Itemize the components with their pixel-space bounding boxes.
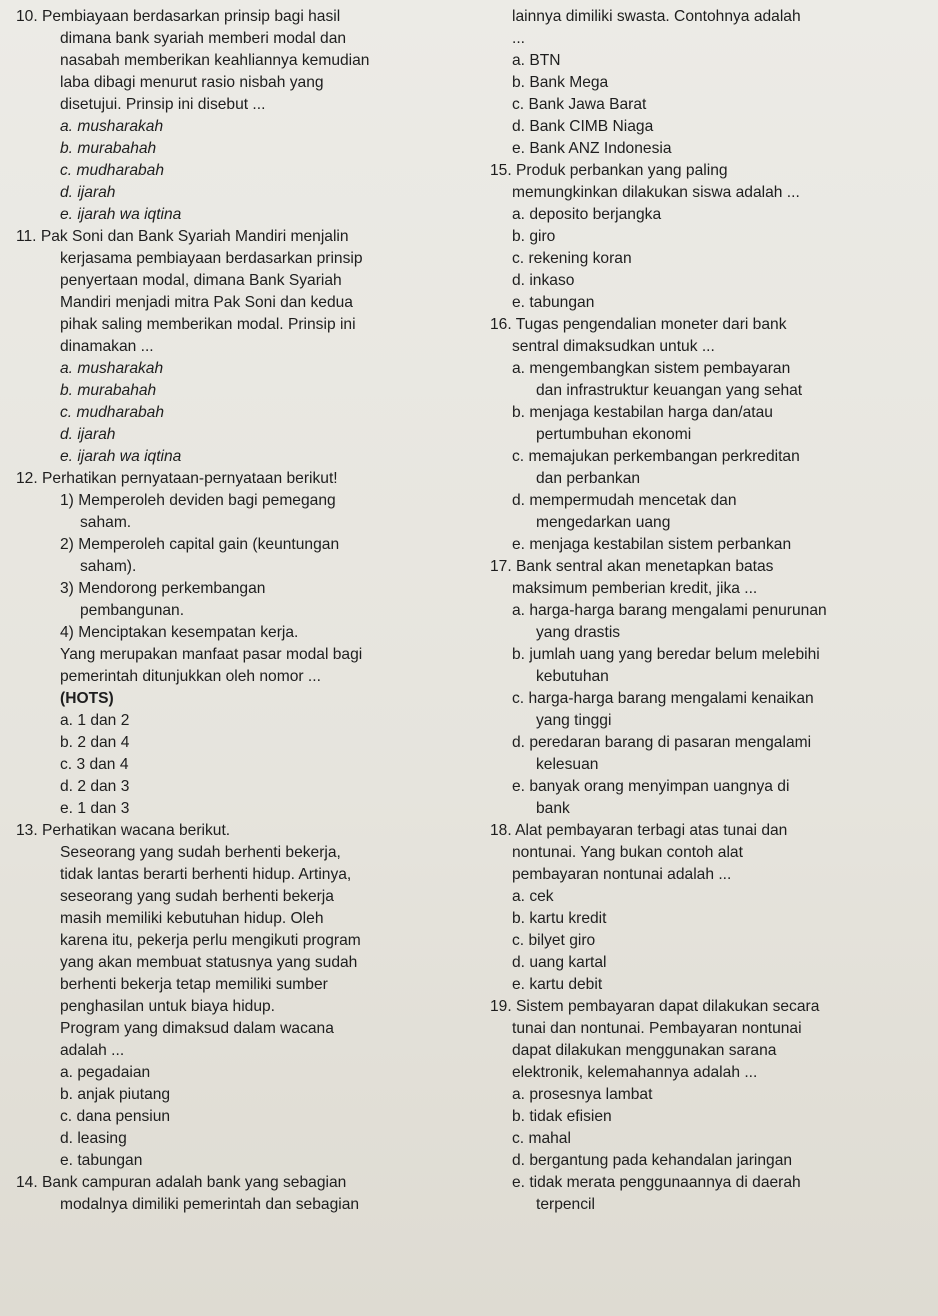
q16-line: sentral dimaksudkan untuk ... bbox=[512, 338, 715, 355]
q14-cont-line: lainnya dimiliki swasta. Contohnya adalah bbox=[512, 8, 801, 25]
question-14-continued bbox=[490, 6, 930, 160]
q12-option-a[interactable]: a. 1 dan 2 bbox=[60, 712, 130, 729]
q18-line: pembayaran nontunai adalah ... bbox=[512, 866, 732, 883]
q13-option-d[interactable]: d. leasing bbox=[60, 1130, 127, 1147]
question-19 bbox=[490, 996, 930, 1216]
q10-line: 10. Pembiayaan berdasarkan prinsip bagi hasil bbox=[16, 8, 341, 25]
q12-option-e[interactable]: e. 1 dan 3 bbox=[60, 800, 130, 817]
q12-statement-2: 2) Memperoleh capital gain (keuntungan bbox=[60, 536, 340, 553]
q19-line: dapat dilakukan menggunakan sarana bbox=[512, 1042, 777, 1059]
q18-option-c[interactable]: c. bilyet giro bbox=[512, 932, 596, 949]
q19-line: elektronik, kelemahannya adalah ... bbox=[512, 1064, 758, 1081]
q11-line: penyertaan modal, dimana Bank Syariah bbox=[60, 272, 342, 289]
question-15 bbox=[490, 160, 930, 314]
q12-line: 12. Perhatikan pernyataan-pernyataan berikut! bbox=[16, 470, 338, 487]
q13-line: masih memiliki kebutuhan hidup. Oleh bbox=[60, 910, 324, 927]
q14-option-a[interactable]: a. BTN bbox=[512, 52, 561, 69]
q18-option-b[interactable]: b. kartu kredit bbox=[512, 910, 607, 927]
q12-statement-3-cont: pembangunan. bbox=[80, 602, 185, 619]
q18-line: nontunai. Yang bukan contoh alat bbox=[512, 844, 743, 861]
q13-line: Seseorang yang sudah berhenti bekerja, bbox=[60, 844, 341, 861]
q18-option-d[interactable]: d. uang kartal bbox=[512, 954, 607, 971]
q12-statement-2-cont: saham). bbox=[80, 558, 137, 575]
q14-option-b[interactable]: b. Bank Mega bbox=[512, 74, 609, 91]
q11-line: Mandiri menjadi mitra Pak Soni dan kedua bbox=[60, 294, 353, 311]
q16-option-d[interactable]: d. mempermudah mencetak dan bbox=[512, 492, 737, 509]
q12-option-b[interactable]: b. 2 dan 4 bbox=[60, 734, 130, 751]
q19-option-a[interactable]: a. prosesnya lambat bbox=[512, 1086, 653, 1103]
q13-line: adalah ... bbox=[60, 1042, 125, 1059]
q13-line: Program yang dimaksud dalam wacana bbox=[60, 1020, 334, 1037]
left-column bbox=[16, 6, 464, 1216]
q17-option-a-cont: yang drastis bbox=[536, 624, 621, 641]
q12-statement-1: 1) Memperoleh deviden bagi pemegang bbox=[60, 492, 336, 509]
q11-line: kerjasama pembiayaan berdasarkan prinsip bbox=[60, 250, 363, 267]
q12-statement-1-cont: saham. bbox=[80, 514, 132, 531]
q19-line: 19. Sistem pembayaran dapat dilakukan secara bbox=[490, 998, 820, 1015]
q19-line: tunai dan nontunai. Pembayaran nontunai bbox=[512, 1020, 802, 1037]
q16-option-b[interactable]: b. menjaga kestabilan harga dan/atau bbox=[512, 404, 773, 421]
q12-statement-3: 3) Mendorong perkembangan bbox=[60, 580, 266, 597]
q16-option-b-cont: pertumbuhan ekonomi bbox=[536, 426, 692, 443]
question-11 bbox=[16, 226, 464, 468]
q13-line: berhenti bekerja tetap memiliki sumber bbox=[60, 976, 328, 993]
q16-option-d-cont: mengedarkan uang bbox=[536, 514, 671, 531]
question-17 bbox=[490, 556, 930, 820]
q10-line: laba dibagi menurut rasio nisbah yang bbox=[60, 74, 324, 91]
q17-option-a[interactable]: a. harga-harga barang mengalami penurunan bbox=[512, 602, 827, 619]
q12-line: Yang merupakan manfaat pasar modal bagi bbox=[60, 646, 363, 663]
q17-line: 17. Bank sentral akan menetapkan batas bbox=[490, 558, 774, 575]
q14-option-e[interactable]: e. Bank ANZ Indonesia bbox=[512, 140, 672, 157]
q12-option-d[interactable]: d. 2 dan 3 bbox=[60, 778, 130, 795]
q16-option-a[interactable]: a. mengembangkan sistem pembayaran bbox=[512, 360, 791, 377]
q13-line: 13. Perhatikan wacana berikut. bbox=[16, 822, 231, 839]
q18-line: 18. Alat pembayaran terbagi atas tunai dan bbox=[490, 822, 788, 839]
q14-option-d[interactable]: d. Bank CIMB Niaga bbox=[512, 118, 654, 135]
q15-option-a[interactable]: a. deposito berjangka bbox=[512, 206, 662, 223]
q19-option-e-cont: terpencil bbox=[536, 1196, 595, 1213]
q13-option-b[interactable]: b. anjak piutang bbox=[60, 1086, 171, 1103]
q13-line: karena itu, pekerja perlu mengikuti program bbox=[60, 932, 361, 949]
q17-option-c-cont: yang tinggi bbox=[536, 712, 612, 729]
q12-option-c[interactable]: c. 3 dan 4 bbox=[60, 756, 129, 773]
q17-option-d-cont: kelesuan bbox=[536, 756, 599, 773]
question-12 bbox=[16, 468, 464, 820]
q15-option-b[interactable]: b. giro bbox=[512, 228, 556, 245]
q14-option-c[interactable]: c. Bank Jawa Barat bbox=[512, 96, 647, 113]
q11-option-d[interactable]: d. ijarah bbox=[60, 426, 116, 443]
question-13 bbox=[16, 820, 464, 1172]
q16-option-a-cont: dan infrastruktur keuangan yang sehat bbox=[536, 382, 803, 399]
q14-cont-line: ... bbox=[512, 30, 525, 47]
q10-option-b[interactable]: b. murabahah bbox=[60, 140, 157, 157]
q14-line: 14. Bank campuran adalah bank yang sebagian bbox=[16, 1174, 347, 1191]
q15-option-d[interactable]: d. inkaso bbox=[512, 272, 575, 289]
q11-line: dinamakan ... bbox=[60, 338, 154, 355]
q18-option-a[interactable]: a. cek bbox=[512, 888, 554, 905]
q17-option-b[interactable]: b. jumlah uang yang beredar belum melebihi bbox=[512, 646, 820, 663]
q19-option-e[interactable]: e. tidak merata penggunaannya di daerah bbox=[512, 1174, 801, 1191]
q14-line: modalnya dimiliki pemerintah dan sebagian bbox=[60, 1196, 360, 1213]
q12-hots-tag: (HOTS) bbox=[60, 690, 114, 707]
q13-option-c[interactable]: c. dana pensiun bbox=[60, 1108, 171, 1125]
q12-line: pemerintah ditunjukkan oleh nomor ... bbox=[60, 668, 321, 685]
q10-line: nasabah memberikan keahliannya kemudian bbox=[60, 52, 370, 69]
q10-option-a[interactable]: a. musharakah bbox=[60, 118, 164, 135]
q15-option-c[interactable]: c. rekening koran bbox=[512, 250, 632, 267]
q10-option-e[interactable]: e. ijarah wa iqtina bbox=[60, 206, 182, 223]
q13-line: yang akan membuat statusnya yang sudah bbox=[60, 954, 358, 971]
q17-option-e-cont: bank bbox=[536, 800, 570, 817]
q19-option-b[interactable]: b. tidak efisien bbox=[512, 1108, 612, 1125]
q15-option-e[interactable]: e. tabungan bbox=[512, 294, 595, 311]
question-18 bbox=[490, 820, 930, 996]
right-column bbox=[490, 6, 930, 1216]
q11-option-a[interactable]: a. musharakah bbox=[60, 360, 164, 377]
q10-line: disetujui. Prinsip ini disebut ... bbox=[60, 96, 266, 113]
q13-line: penghasilan untuk biaya hidup. bbox=[60, 998, 276, 1015]
q17-line: maksimum pemberian kredit, jika ... bbox=[512, 580, 758, 597]
q13-line: seseorang yang sudah berhenti bekerja bbox=[60, 888, 334, 905]
q13-option-a[interactable]: a. pegadaian bbox=[60, 1064, 151, 1081]
q17-option-d[interactable]: d. peredaran barang di pasaran mengalami bbox=[512, 734, 812, 751]
q16-line: 16. Tugas pengendalian moneter dari bank bbox=[490, 316, 787, 333]
q19-option-d[interactable]: d. bergantung pada kehandalan jaringan bbox=[512, 1152, 793, 1169]
q11-line: pihak saling memberikan modal. Prinsip ini bbox=[60, 316, 356, 333]
q16-option-e[interactable]: e. menjaga kestabilan sistem perbankan bbox=[512, 536, 792, 553]
question-10 bbox=[16, 6, 464, 226]
q11-option-e[interactable]: e. ijarah wa iqtina bbox=[60, 448, 182, 465]
q17-option-b-cont: kebutuhan bbox=[536, 668, 609, 685]
q15-line: memungkinkan dilakukan siswa adalah ... bbox=[512, 184, 800, 201]
q19-option-c[interactable]: c. mahal bbox=[512, 1130, 571, 1147]
question-16 bbox=[490, 314, 930, 556]
q18-option-e[interactable]: e. kartu debit bbox=[512, 976, 603, 993]
q17-option-e[interactable]: e. banyak orang menyimpan uangnya di bbox=[512, 778, 790, 795]
q12-statement-4: 4) Menciptakan kesempatan kerja. bbox=[60, 624, 299, 641]
q15-line: 15. Produk perbankan yang paling bbox=[490, 162, 728, 179]
q11-option-c[interactable]: c. mudharabah bbox=[60, 404, 165, 421]
q17-option-c[interactable]: c. harga-harga barang mengalami kenaikan bbox=[512, 690, 814, 707]
q11-line: 11. Pak Soni dan Bank Syariah Mandiri menjalin bbox=[16, 228, 349, 245]
q10-option-c[interactable]: c. mudharabah bbox=[60, 162, 165, 179]
q13-option-e[interactable]: e. tabungan bbox=[60, 1152, 143, 1169]
q10-line: dimana bank syariah memberi modal dan bbox=[60, 30, 347, 47]
q13-line: tidak lantas berarti berhenti hidup. Artinya, bbox=[60, 866, 352, 883]
question-14 bbox=[16, 1172, 464, 1216]
q10-option-d[interactable]: d. ijarah bbox=[60, 184, 116, 201]
q16-option-c[interactable]: c. memajukan perkembangan perkreditan bbox=[512, 448, 800, 465]
q11-option-b[interactable]: b. murabahah bbox=[60, 382, 157, 399]
q16-option-c-cont: dan perbankan bbox=[536, 470, 641, 487]
